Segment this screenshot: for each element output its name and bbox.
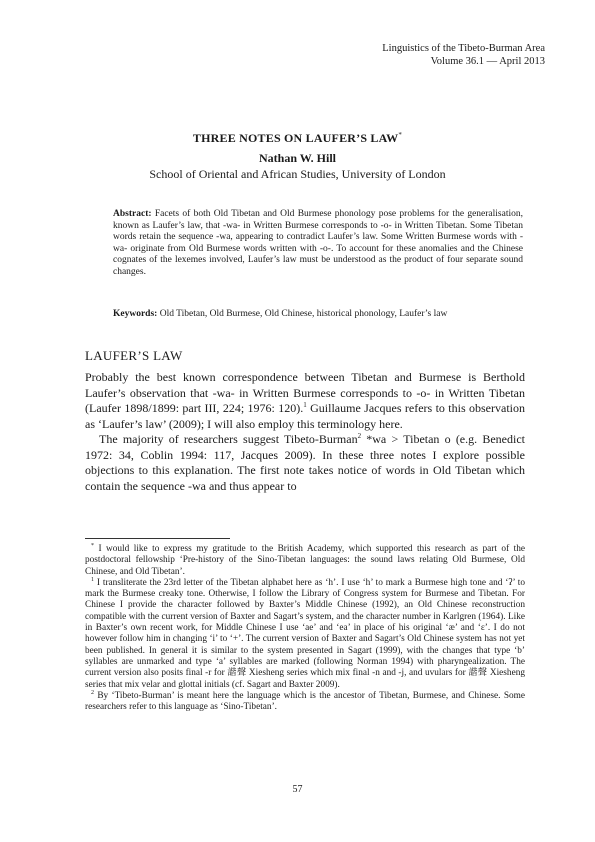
title-text: THREE NOTES ON LAUFER’S LAW: [192, 131, 399, 145]
author-name: Nathan W. Hill: [258, 151, 337, 165]
footnote-ref-2[interactable]: 2: [357, 432, 362, 440]
footnote: [85, 691, 525, 714]
body-text: [85, 370, 525, 494]
abstract: [113, 209, 523, 279]
title-footnote-marker[interactable]: *: [398, 131, 403, 139]
abstract-label: Abstract:: [113, 209, 152, 219]
footnote-text: By ‘Tibeto-Burman’ is meant here the language which is the ancestor of Tibetan, Burmese, and Chinese. Some researchers refer to this language as ‘Sino-Tibetan’.: [85, 690, 525, 713]
footnote-marker: 2: [91, 689, 94, 696]
footnote-marker: *: [91, 542, 94, 549]
footnotes: [85, 544, 525, 713]
footnote-ref-1[interactable]: 1: [303, 401, 307, 409]
body-paragraph: [85, 370, 525, 432]
footnote-text: I would like to express my gratitude to the British Academy, which supported this research as part of the postdoctoral fellowship ‘Pre-history of the Sino-Tibetan languages: the sound laws relating Old Burmese, Old Chinese, and Old Tibetan’.: [85, 544, 525, 577]
author-affiliation: School of Oriental and African Studies, University of London: [149, 167, 446, 181]
paragraph-text: *wa > Tibetan o (e.g. Benedict 1972: 34, Coblin 1994: 117, Jacques 2009). In these three notes I explore possible objections to this explanation. The first note takes notice of words in Old Tibetan which contain the sequence -wa and thus appear to: [85, 432, 525, 493]
journal-volume: Volume 36.1 — April 2013: [430, 56, 545, 67]
article-title: [80, 131, 515, 146]
abstract-text: Facets of both Old Tibetan and Old Burmese phonology pose problems for the generalisation, known as Laufer’s law, that -wa- in Written Burmese corresponds to -o- in Written Tibetan. Some Tibetan words retain the sequence -wa, appearing to contradict Laufer’s law. Some Written Burmese words with -wa- originate from Old Burmese words written with -o-. To account for these anomalies and the Chinese cognates of the lexemes involved, Laufer’s law must be understood as the product of four separate sound changes.: [113, 209, 523, 277]
keywords: [113, 309, 523, 321]
keywords-label: Keywords:: [113, 309, 158, 319]
journal-name: Linguistics of the Tibeto-Burman Area: [382, 43, 545, 54]
page-number: 57: [292, 784, 303, 795]
footnote-divider: [85, 538, 230, 539]
section-heading: LAUFER’S LAW: [85, 348, 183, 363]
footnote-text: I transliterate the 23rd letter of the Tibetan alphabet here as ‘h’. I use ‘h’ to mark a Burmese high tone and ‘ʔ’ to mark the Burmese creaky tone. Otherwise, I follow the Library of Congress system for Burmese and Tibetan. For Chinese I provide the character followed by Baxter’s Middle Chinese (1992), an Old Chinese reconstruction compatible with the current version of Baxter and Sagart’s system, and the character number in Karlgren (1964). Like in Baxter’s own recent work, for Middle Chinese I use ‘ae’ and ‘ea’ in place of his original ‘æ’ and ‘ε’. I do not however follow him in changing ‘i’ to ‘+’. The current version of Baxter and Sagart’s Old Chinese system has not yet been published. In general it is similar to the system presented in Sagart (1999), with the changes that type ‘b’ syllables are unmarked and type ‘a’ syllables are marked (following Norman 1994) with pharyngealization. The current version also posits final -r for 諧聲 Xiesheng series which mix final -n and -j, and uvulars for 諧聲 Xiesheng series that mix velar and glottal initials (cf. Sagart and Baxter 2009).: [85, 577, 525, 690]
keywords-text: Old Tibetan, Old Burmese, Old Chinese, historical phonology, Laufer’s law: [159, 309, 448, 319]
body-paragraph: [85, 432, 525, 494]
footnote: [85, 544, 525, 578]
paragraph-text: The majority of researchers suggest Tibeto-Burman: [99, 432, 358, 446]
footnote: [85, 578, 525, 691]
paragraph-text: Probably the best known correspondence between Tibetan and Burmese is Berthold Laufer’s observation that -wa- in Written Burmese corresponds to -o- in Written Tibetan (Laufer 1898/1899: part III, 224; 1976: 120).: [85, 370, 525, 415]
footnote-marker: 1: [91, 576, 94, 583]
paragraph-text: Guillaume Jacques refers to this observation as ‘Laufer’s law’ (2009); I will also employ this terminology here.: [85, 401, 525, 431]
running-head: [382, 42, 545, 68]
